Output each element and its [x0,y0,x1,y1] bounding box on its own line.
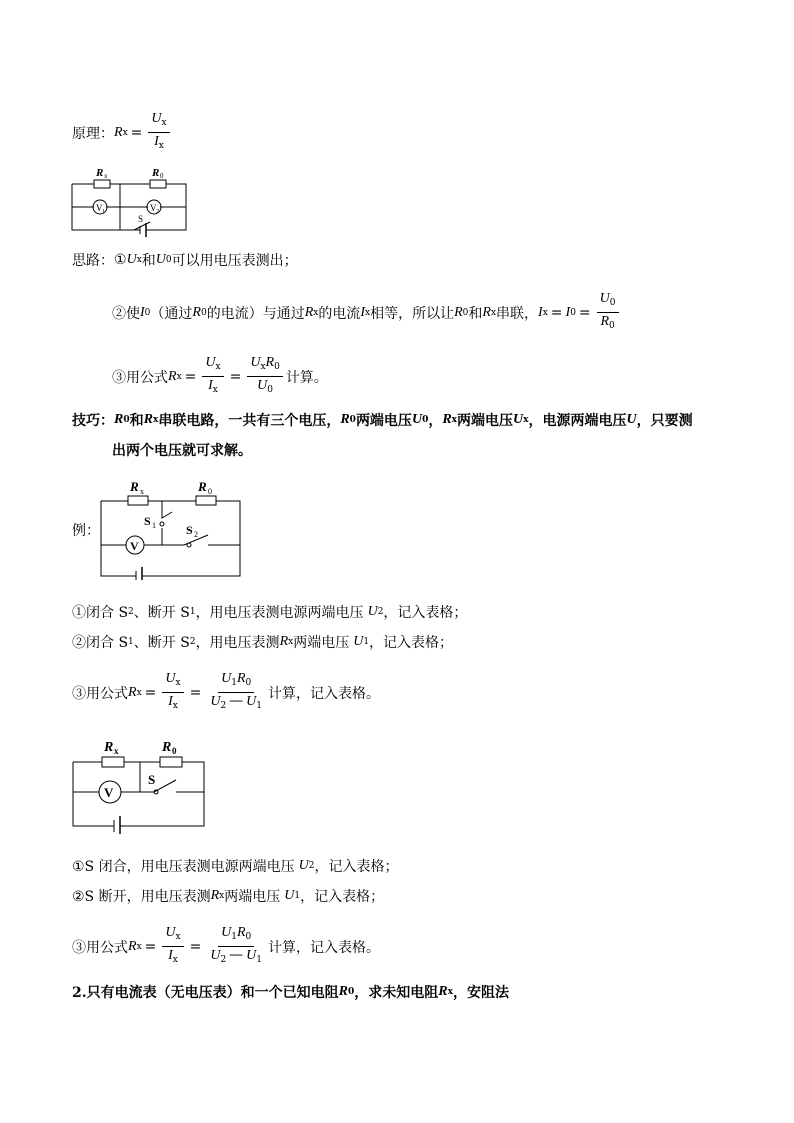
principle-label: 原理： [72,125,114,142]
svg-text:x: x [140,487,144,496]
svg-text:V: V [130,539,139,553]
example1-step-2: ②闭合 S 1 、断开 S 2 ，用电压表测 R x 两端电压 U 1 ，记入表格； [72,634,454,651]
example2-step-1: ①S 闭合，用电压表测电源两端电压 U 2 ，记入表格； [72,858,399,875]
resistor-r0 [196,496,216,505]
svg-text:R: R [198,479,207,494]
svg-text:x: x [104,172,108,180]
svg-text:R: R [162,740,172,755]
svg-text:S: S [148,772,156,787]
example2-step-3: ③用公式 R x = $\frac{U_x}{I_x}$ = $\frac{U_1R_0}{U_2 — U_1}$ 计算，记入表格。 [72,925,381,965]
svg-text:R: R [152,167,160,179]
tip-continuation: 出两个电压就可求解。 [112,443,252,459]
svg-text:V: V [104,785,114,800]
svg-text:V: V [150,203,157,213]
circuit-diagram-1 [66,162,196,240]
svg-text:S: S [138,214,144,224]
principle-formula: 原理： R x = $\frac{U_x}{I_x}$ [72,110,173,155]
svg-text:R: R [130,479,139,494]
svg-text:1: 1 [152,521,156,530]
svg-text:1: 1 [102,209,105,215]
resistor-r0 [150,180,166,188]
svg-text:S: S [144,514,151,528]
resistor-rx [128,496,148,505]
svg-text:x: x [114,746,119,756]
example2-step-2: ②S 断开，用电压表测 R x 两端电压 U 1 ，记入表格； [72,888,385,905]
resistor-rx [102,757,124,767]
svg-text:2: 2 [156,209,159,215]
example1-step-3: ③用公式 R x = $\frac{U_x}{I_x}$ = $\frac{U_1R_0}{U_2 — U_1}$ 计算，记入表格。 [72,671,381,711]
idea-step-3: ③用公式 R x = $\frac{U_x}{I_x}$ = $\frac{U_xR_0}{U_0}$ 计算。 [112,355,328,395]
switch-s2 [187,543,191,547]
section-heading-2: 2.只有电流表（无电压表）和一个已知电阻 R 0 ，求未知电阻 R x ，安阻法 [72,984,509,1001]
svg-text:R: R [96,167,104,179]
fraction: $\frac{U_x}{I_x}$ [148,110,169,155]
svg-text:0: 0 [160,172,164,180]
resistor-rx [94,180,110,188]
idea-step-1: 思路： ① U x 和 U 0 可以用电压表测出； [72,252,298,269]
svg-text:R: R [104,740,114,755]
circuit-diagram-3 [68,734,208,834]
svg-text:0: 0 [172,746,177,756]
svg-text:S: S [186,523,193,537]
example1-step-1: ①闭合 S 2 、断开 S 1 ，用电压表测电源两端电压 U 2 ，记入表格； [72,604,468,621]
tip-paragraph: 技巧： R 0 和 R x 串联电路，一共有三个电压， R 0 两端电压 U 0 ， R x 两端电压 U x ，电源两端电压 U ，只要测 [72,412,693,429]
svg-text:2: 2 [194,530,198,539]
svg-text:0: 0 [208,487,212,496]
idea-step-2: ②使 I 0 （通过 R 0 的电流）与通过 R x 的电流 I x 相等，所以让 R 0 和 R x 串联， I x = I 0 = $\frac{U_0}{R_0}$ [112,290,622,335]
switch-s1 [160,522,164,526]
resistor-r0 [160,757,182,767]
example-label: 例： [72,523,100,539]
svg-text:V: V [96,203,103,213]
circuit-diagram-2 [96,476,246,580]
